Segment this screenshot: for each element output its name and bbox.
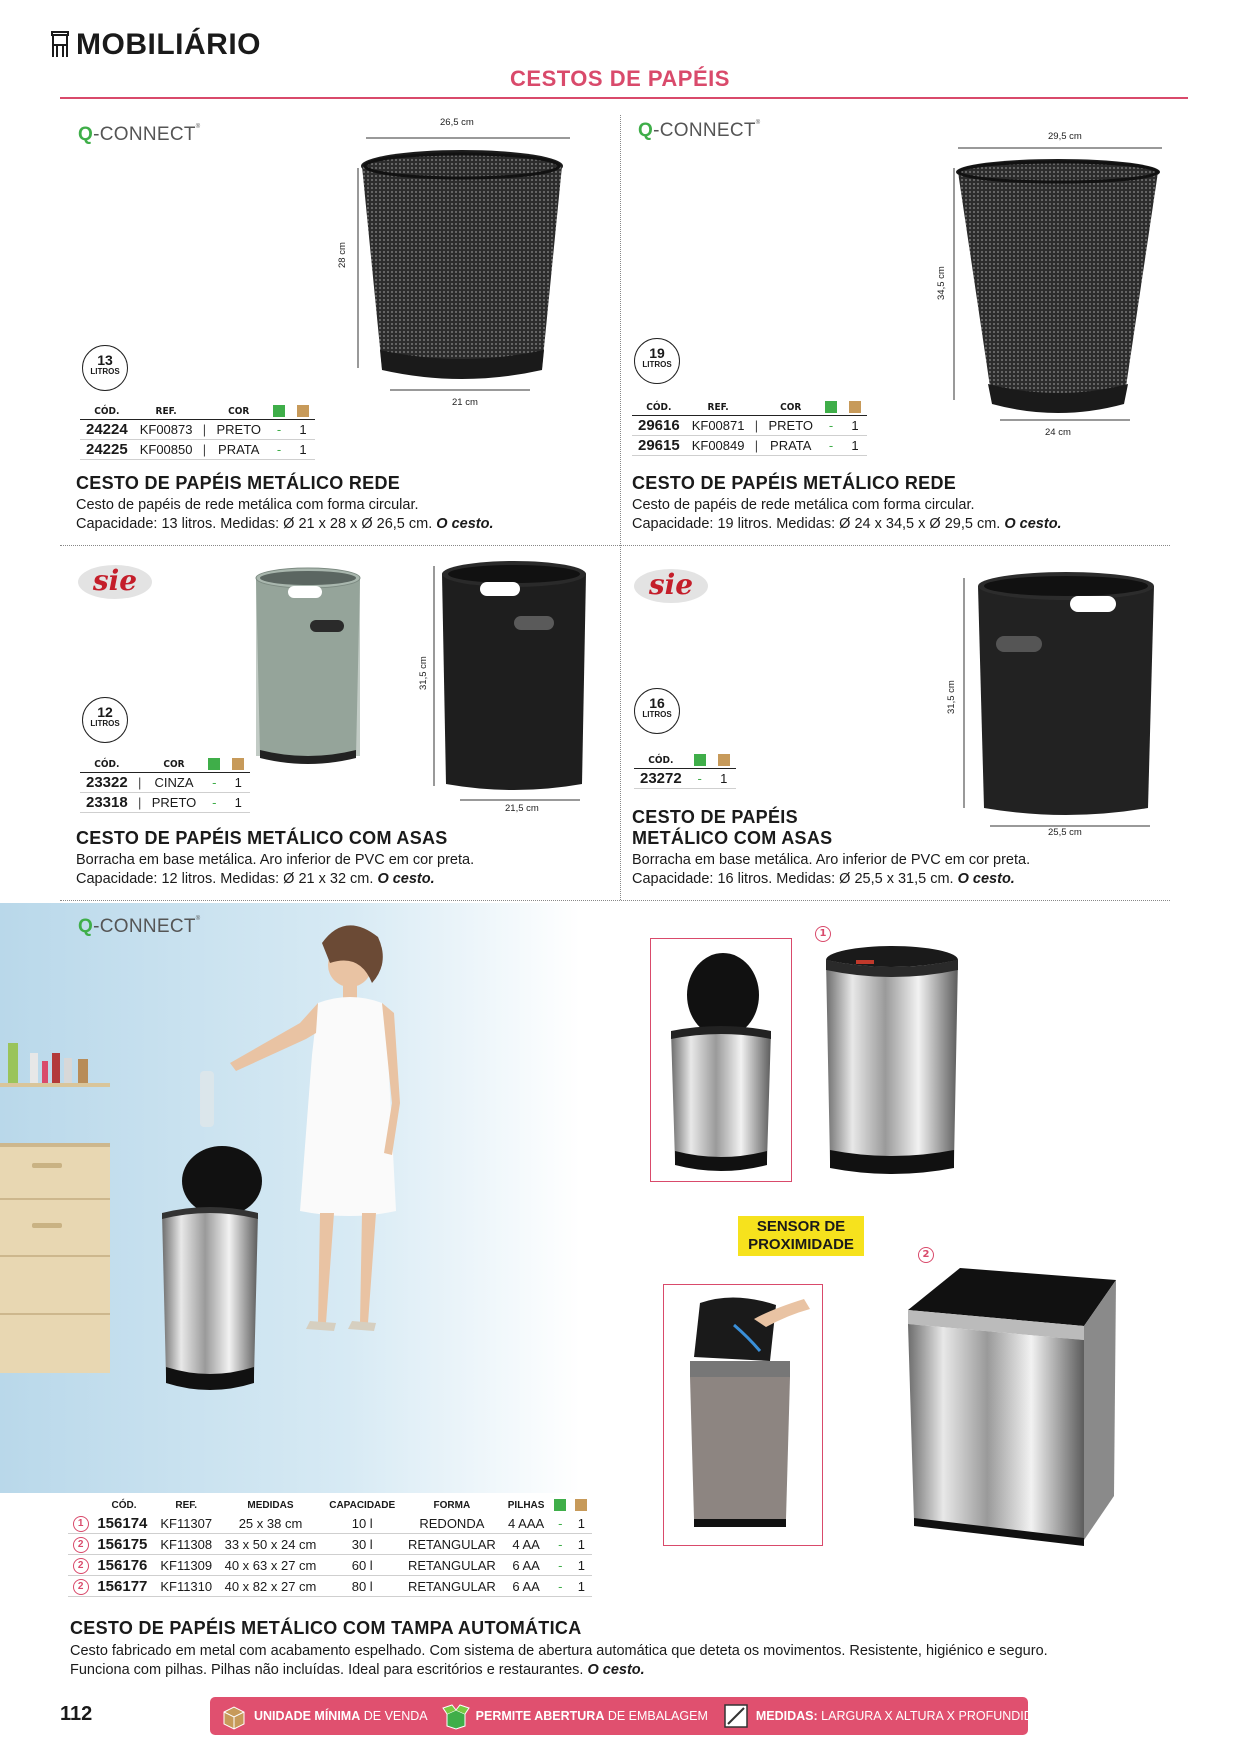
mesh-basket-image	[330, 118, 580, 398]
qconnect-logo: Q-CONNECT®	[638, 120, 761, 141]
table-row: 29615 KF00849 | PRATA - 1	[632, 436, 867, 456]
box-icon	[297, 405, 309, 417]
open-box-icon	[694, 754, 706, 766]
product-title: CESTO DE PAPÉIS METÁLICO COM TAMPA AUTOMÁTICA	[70, 1618, 582, 1638]
box-icon	[575, 1499, 587, 1511]
black-bin-image	[430, 556, 640, 816]
product-title: CESTO DE PAPÉIS METÁLICO COM ASAS	[76, 828, 448, 848]
product-table: CÓD. REF. COR 29616 KF00871 | PRETO - 1 29615 KF00849 | PRATA - 1	[632, 399, 867, 456]
dim-height: 34,5 cm	[936, 266, 947, 300]
section-title: CESTOS DE PAPÉIS	[510, 66, 730, 91]
open-box-icon	[825, 401, 837, 413]
dim-height: 31,5 cm	[418, 656, 429, 690]
open-box-icon	[273, 405, 285, 417]
table-row: 23272 - 1	[634, 769, 736, 789]
product-title: CESTO DE PAPÉIS METÁLICO REDE	[76, 473, 401, 493]
table-row: 24225 KF00850 | PRATA - 1	[80, 440, 315, 460]
mesh-basket-image	[940, 138, 1170, 438]
table-row: 2 156176 KF11309 40 x 63 x 27 cm 60 l RETANGULAR 6 AA - 1	[68, 1555, 592, 1576]
dimensions-icon	[722, 1702, 750, 1730]
black-bin-image	[960, 568, 1160, 838]
table-row: 1 156174 KF11307 25 x 38 cm 10 l REDONDA 4 AAA - 1	[68, 1513, 592, 1534]
table-row: 23322 | CINZA - 1	[80, 773, 250, 793]
sie-logo	[76, 556, 154, 604]
round-bin-open-image	[651, 939, 791, 1181]
product-title: CESTO DE PAPÉIS METÁLICO COM ASAS	[632, 807, 833, 848]
product-table: CÓD. REF. COR 24224 KF00873 | PRETO - 1 24225 KF00850 | PRATA - 1	[80, 403, 315, 460]
open-box-icon	[208, 758, 220, 770]
dim-base: 21,5 cm	[505, 803, 539, 814]
rect-bin-closed-image	[900, 1260, 1120, 1550]
product-description: Cesto de papéis de rede metálica com forma circular. Capacidade: 19 litros. Medidas: Ø 24 x 34,5 x Ø 29,5 cm. O cesto.	[632, 497, 1062, 532]
sensor-badge: SENSOR DE PROXIMIDADE	[738, 1216, 864, 1256]
horizontal-divider	[60, 545, 1170, 546]
product-description: Borracha em base metálica. Aro inferior de PVC em cor preta. Capacidade: 12 litros. Medidas: Ø 21 x 32 cm. O cesto.	[76, 852, 475, 887]
dim-top: 29,5 cm	[1048, 131, 1082, 142]
page-number: 112	[60, 1703, 93, 1725]
box-icon	[718, 754, 730, 766]
open-box-icon	[442, 1702, 470, 1730]
product-description: Cesto fabricado em metal com acabamento espelhado. Com sistema de abertura automática que deteta os movimentos. Resistente, higiénico e seguro. Funciona com pilhas. Pilhas não incluídas. Ideal para escritórios e restaurantes. O cesto.	[70, 1643, 1048, 1678]
chair-icon	[48, 30, 72, 60]
box-icon	[232, 758, 244, 770]
capacity-badge: 16 LITROS	[634, 688, 680, 734]
lifestyle-photo	[0, 903, 580, 1493]
table-row: 24224 KF00873 | PRETO - 1	[80, 420, 315, 440]
table-row: 2 156177 KF11310 40 x 82 x 27 cm 80 l RETANGULAR 6 AA - 1	[68, 1576, 592, 1597]
box-icon	[220, 1702, 248, 1730]
product-table: CÓD. 23272 - 1	[634, 752, 736, 789]
round-bin-closed-image	[812, 940, 972, 1180]
header-divider	[60, 97, 1188, 99]
svg-text:sie: sie	[648, 568, 694, 601]
capacity-badge: 12 LITROS	[82, 697, 128, 743]
product-description: Borracha em base metálica. Aro inferior de PVC em cor preta. Capacidade: 16 litros. Medidas: Ø 25,5 x 31,5 cm. O cesto.	[632, 852, 1031, 887]
box-icon	[849, 401, 861, 413]
product-title: CESTO DE PAPÉIS METÁLICO REDE	[632, 473, 957, 493]
variant-badge-1: 1	[815, 921, 831, 942]
svg-text:sie: sie	[92, 564, 138, 597]
dim-base: 21 cm	[452, 397, 478, 408]
sie-logo	[632, 560, 710, 608]
qconnect-logo: Q-CONNECT®	[78, 916, 201, 937]
qconnect-logo: Q-CONNECT®	[78, 124, 201, 145]
open-box-icon	[554, 1499, 566, 1511]
table-row: 2 156175 KF11308 33 x 50 x 24 cm 30 l RETANGULAR 4 AA - 1	[68, 1534, 592, 1555]
capacity-badge: 19 LITROS	[634, 338, 680, 384]
dim-top: 26,5 cm	[440, 117, 474, 128]
product-table: CÓD. REF. MEDIDAS CAPACIDADE FORMA PILHAS 1 156174 KF11307 25 x 38 cm 10 l REDONDA 4 AAA - 1 2 156175 KF11308 33 x 50 x 24 cm 30 l RETANGULAR 4 AA - 1 2 156176 KF11309 40 x 63 x 27 cm 60 l RETANGULAR 6 AA - 1 2 156177 KF11310 40 x 82 x 27 cm 80 l RETANGULAR 6 AA - 1	[68, 1497, 592, 1597]
legend-open-pack: PERMITE ABERTURA DE EMBALAGEM	[442, 1702, 708, 1730]
variant-badge-2: 2	[918, 1242, 934, 1263]
gray-bin-image	[250, 560, 370, 770]
table-row: 29616 KF00871 | PRETO - 1	[632, 416, 867, 436]
product-description: Cesto de papéis de rede metálica com forma circular. Capacidade: 13 litros. Medidas: Ø 21 x 28 x Ø 26,5 cm. O cesto.	[76, 497, 494, 532]
dim-base: 24 cm	[1045, 427, 1071, 438]
dim-base: 25,5 cm	[1048, 827, 1082, 838]
product-table: CÓD. COR 23322 | CINZA - 1 23318 | PRETO - 1	[80, 756, 250, 813]
category-title: MOBILIÁRIO	[48, 28, 261, 62]
dim-height: 28 cm	[337, 242, 348, 268]
capacity-badge: 13 LITROS	[82, 345, 128, 391]
dim-height: 31,5 cm	[946, 680, 957, 714]
legend-bar	[210, 1697, 1059, 1735]
horizontal-divider	[60, 900, 1170, 901]
rect-bin-open-image	[664, 1285, 822, 1545]
legend-min-unit: UNIDADE MÍNIMA DE VENDA	[220, 1702, 428, 1730]
product-image-frame	[650, 938, 792, 1182]
legend-dimensions: MEDIDAS: LARGURA X ALTURA X PROFUNDIDADE	[722, 1702, 1059, 1730]
product-image-frame	[663, 1284, 823, 1546]
table-row: 23318 | PRETO - 1	[80, 793, 250, 813]
